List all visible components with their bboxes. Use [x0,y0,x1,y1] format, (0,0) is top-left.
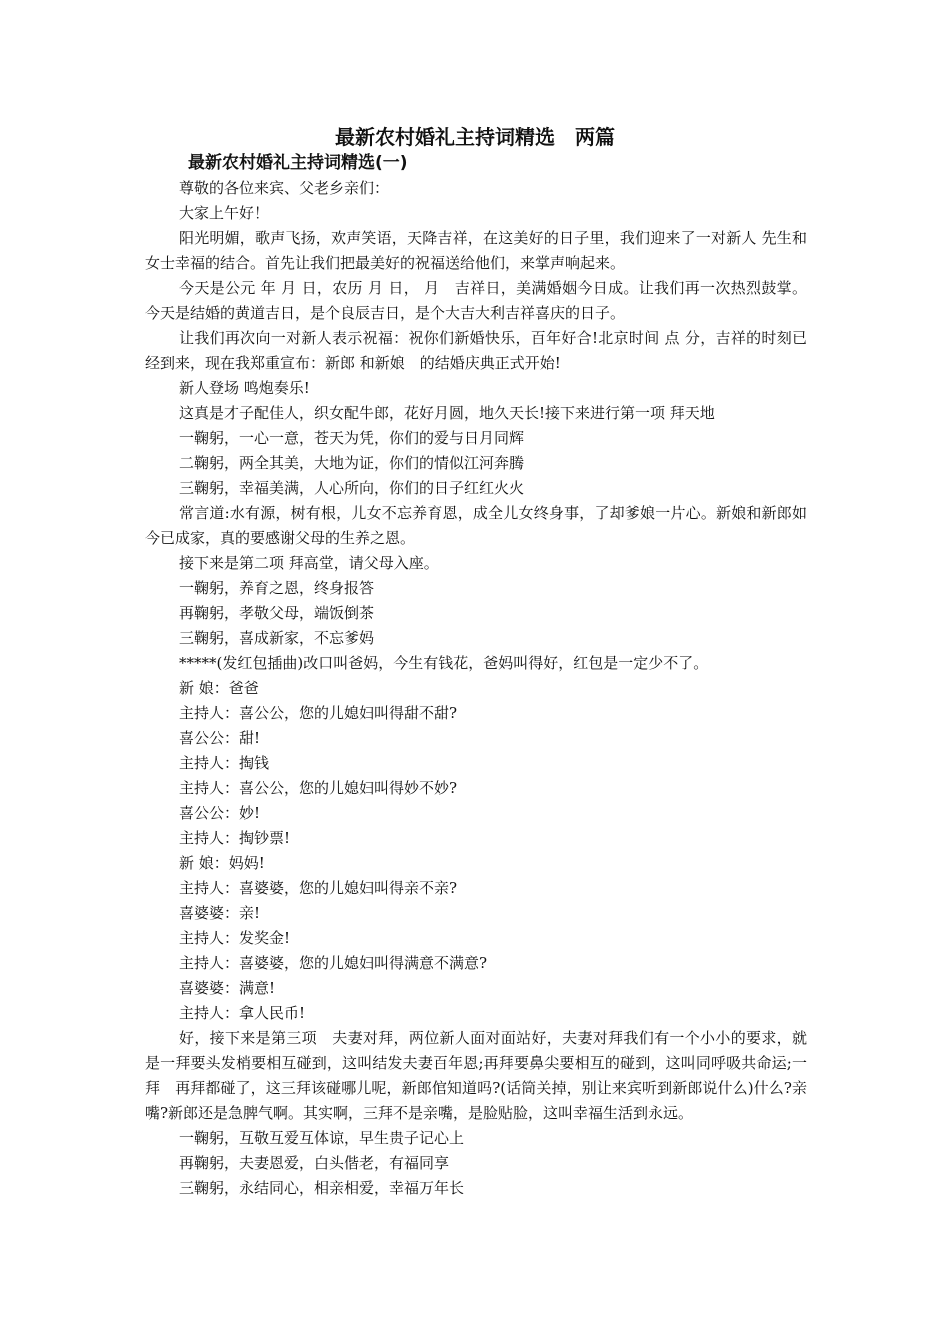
paragraph: 二鞠躬，两全其美，大地为证，你们的情似江河奔腾 [179,454,525,472]
paragraph: 三鞠躬，喜成新家，不忘爹妈 [179,629,375,647]
paragraph: 喜公公：妙! [179,804,261,822]
paragraph: 主持人：喜婆婆，您的儿媳妇叫得满意不满意? [179,954,488,972]
paragraph: 一鞠躬，一心一意，苍天为凭，你们的爱与日月同辉 [179,429,525,447]
paragraph: 常言道:水有源，树有根，儿女不忘养育恩，成全儿女终身事，了却爹娘一片心。新娘和新郎如今已成家，真的要感谢父母的生养之恩。 [145,504,807,547]
document-subtitle: 最新农村婚礼主持词精选(一) [188,153,408,173]
document-title: 最新农村婚礼主持词精选 两篇 [335,125,615,149]
paragraph: 主持人：喜公公，您的儿媳妇叫得甜不甜? [179,704,458,722]
paragraph: 一鞠躬，互敬互爱互体谅，早生贵子记心上 [179,1129,465,1147]
paragraph: 喜婆婆：亲! [179,904,261,922]
paragraph: 这真是才子配佳人，织女配牛郎，花好月圆，地久天长!接下来进行第一项 拜天地 [179,404,715,422]
paragraph: 喜公公：甜! [179,729,261,747]
paragraph: 接下来是第二项 拜高堂，请父母入座。 [179,554,439,572]
paragraph: 三鞠躬，永结同心，相亲相爱，幸福万年长 [179,1179,465,1197]
paragraph: 主持人：掏钱 [179,754,270,772]
paragraph: 今天是公元 年 月 日，农历 月 日， 月 吉祥日，美满婚姻今日成。让我们再一次热烈鼓掌。今天是结婚的黄道吉日，是个良辰吉日，是个大吉大利吉祥喜庆的日子。 [145,279,807,322]
paragraph: 新 娘：爸爸 [179,679,259,697]
paragraph: 一鞠躬，养育之恩，终身报答 [179,579,375,597]
paragraph: 阳光明媚，歌声飞扬，欢声笑语，天降吉祥，在这美好的日子里，我们迎来了一对新人 先生和 女士幸福的结合。首先让我们把最美好的祝福送给他们，来掌声响起来。 [145,229,823,272]
paragraph: *****(发红包插曲)改口叫爸妈，今生有钱花，爸妈叫得好，红包是一定少不了。 [179,654,709,672]
paragraph: 新人登场 鸣炮奏乐! [179,379,310,397]
paragraph: 主持人：发奖金! [179,929,291,947]
paragraph: 新 娘：妈妈! [179,854,265,872]
paragraph: 再鞠躬，夫妻恩爱，白头偕老，有福同享 [179,1154,450,1172]
paragraph: 尊敬的各位来宾、父老乡亲们： [179,179,390,197]
paragraph: 好，接下来是第三项 夫妻对拜，两位新人面对面站好，夫妻对拜我们有一个小小的要求，就是一拜要头发梢要相互碰到，这叫结发夫妻百年恩;再拜要鼻尖要相互的碰到，这叫同呼吸共命运;一拜 再拜都碰了，这三拜该碰哪儿呢，新郎倌知道吗?(话筒关掉，别让来宾听到新郎说什么)什么?亲嘴?新郎还是急脾气啊。其实啊，三拜不是亲嘴，是脸贴脸，这叫幸福生活到永远。 [145,1029,807,1122]
paragraph: 喜婆婆：满意! [179,979,276,997]
document-body [145,176,823,1201]
paragraph: 主持人：拿人民币! [179,1004,306,1022]
paragraph: 主持人：掏钞票! [179,829,291,847]
paragraph: 让我们再次向一对新人表示祝福：祝你们新婚快乐，百年好合!北京时间 点 分，吉祥的时刻已经到来，现在我郑重宣布：新郎 和新娘 的结婚庆典正式开始! [145,329,807,372]
paragraph: 主持人：喜婆婆，您的儿媳妇叫得亲不亲? [179,879,458,897]
paragraph: 大家上午好！ [179,204,270,222]
paragraph: 再鞠躬，孝敬父母，端饭倒茶 [179,604,375,622]
paragraph: 主持人：喜公公，您的儿媳妇叫得妙不妙? [179,779,458,797]
paragraph: 三鞠躬，幸福美满，人心所向，你们的日子红红火火 [179,479,525,497]
